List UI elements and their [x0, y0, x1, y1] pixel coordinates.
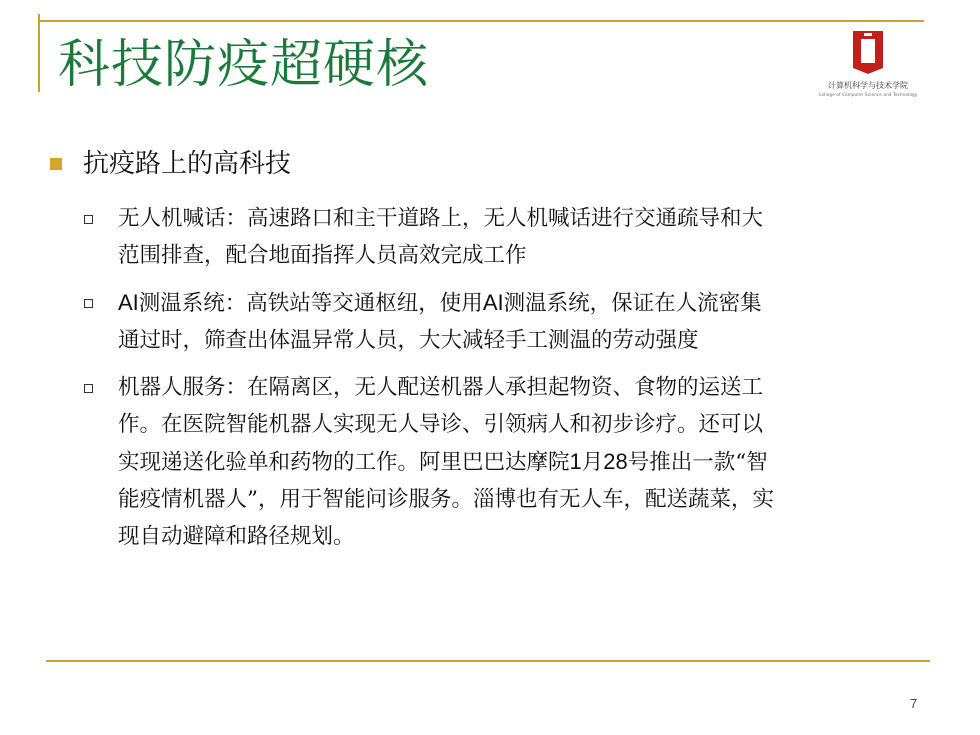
hollow-square-bullet-icon: [84, 384, 93, 393]
sub-bullet-line: AI测温系统：高铁站等交通枢纽，使用AI测温系统，保证在人流密集: [118, 290, 762, 316]
sub-bullet-drone: [84, 200, 904, 274]
hollow-square-bullet-icon: [84, 215, 93, 224]
header-vertical-rule: [38, 14, 40, 92]
logo-college-name-en: College of Computer Science and Technology: [818, 92, 918, 97]
sub-bullet-ai-thermometry: [84, 284, 904, 359]
sub-bullet-line: 范围排查，配合地面指挥人员高效完成工作: [118, 243, 527, 268]
main-bullet-text: 抗疫路上的高科技: [83, 149, 292, 179]
sub-bullet-line: 作。在医院智能机器人实现无人导诊、引领病人和初步诊疗。还可以: [118, 412, 764, 437]
sub-bullet-line: 通过时，筛查出体温异常人员，大大减轻手工测温的劳动强度: [118, 328, 699, 353]
sub-bullet-line: 能疫情机器人”，用于智能问诊服务。淄博也有无人车，配送蔬菜，实: [118, 487, 774, 512]
logo-college-name: 计算机科学与技术学院: [828, 81, 908, 90]
sub-bullet-line: 现自动避障和路径规划。: [118, 524, 355, 549]
footer-rule: [46, 660, 930, 662]
header-horizontal-rule: [38, 20, 924, 22]
sub-bullet-robot-service: [84, 369, 904, 555]
square-bullet-icon: [50, 158, 62, 170]
college-emblem-icon: [850, 28, 886, 76]
page-number: 7: [910, 696, 918, 711]
sub-bullet-line: 机器人服务：在隔离区，无人配送机器人承担起物资、食物的运送工: [118, 375, 764, 400]
college-logo: [812, 28, 924, 106]
sub-bullet-line: 实现递送化验单和药物的工作。阿里巴巴达摩院1月28号推出一款“智: [118, 449, 768, 475]
sub-bullet-line: 无人机喊话：高速路口和主干道路上，无人机喊话进行交通疏导和大: [118, 206, 764, 231]
hollow-square-bullet-icon: [84, 299, 93, 308]
slide-title: 科技防疫超硬核: [58, 35, 430, 95]
sub-bullet-list: [84, 200, 904, 565]
